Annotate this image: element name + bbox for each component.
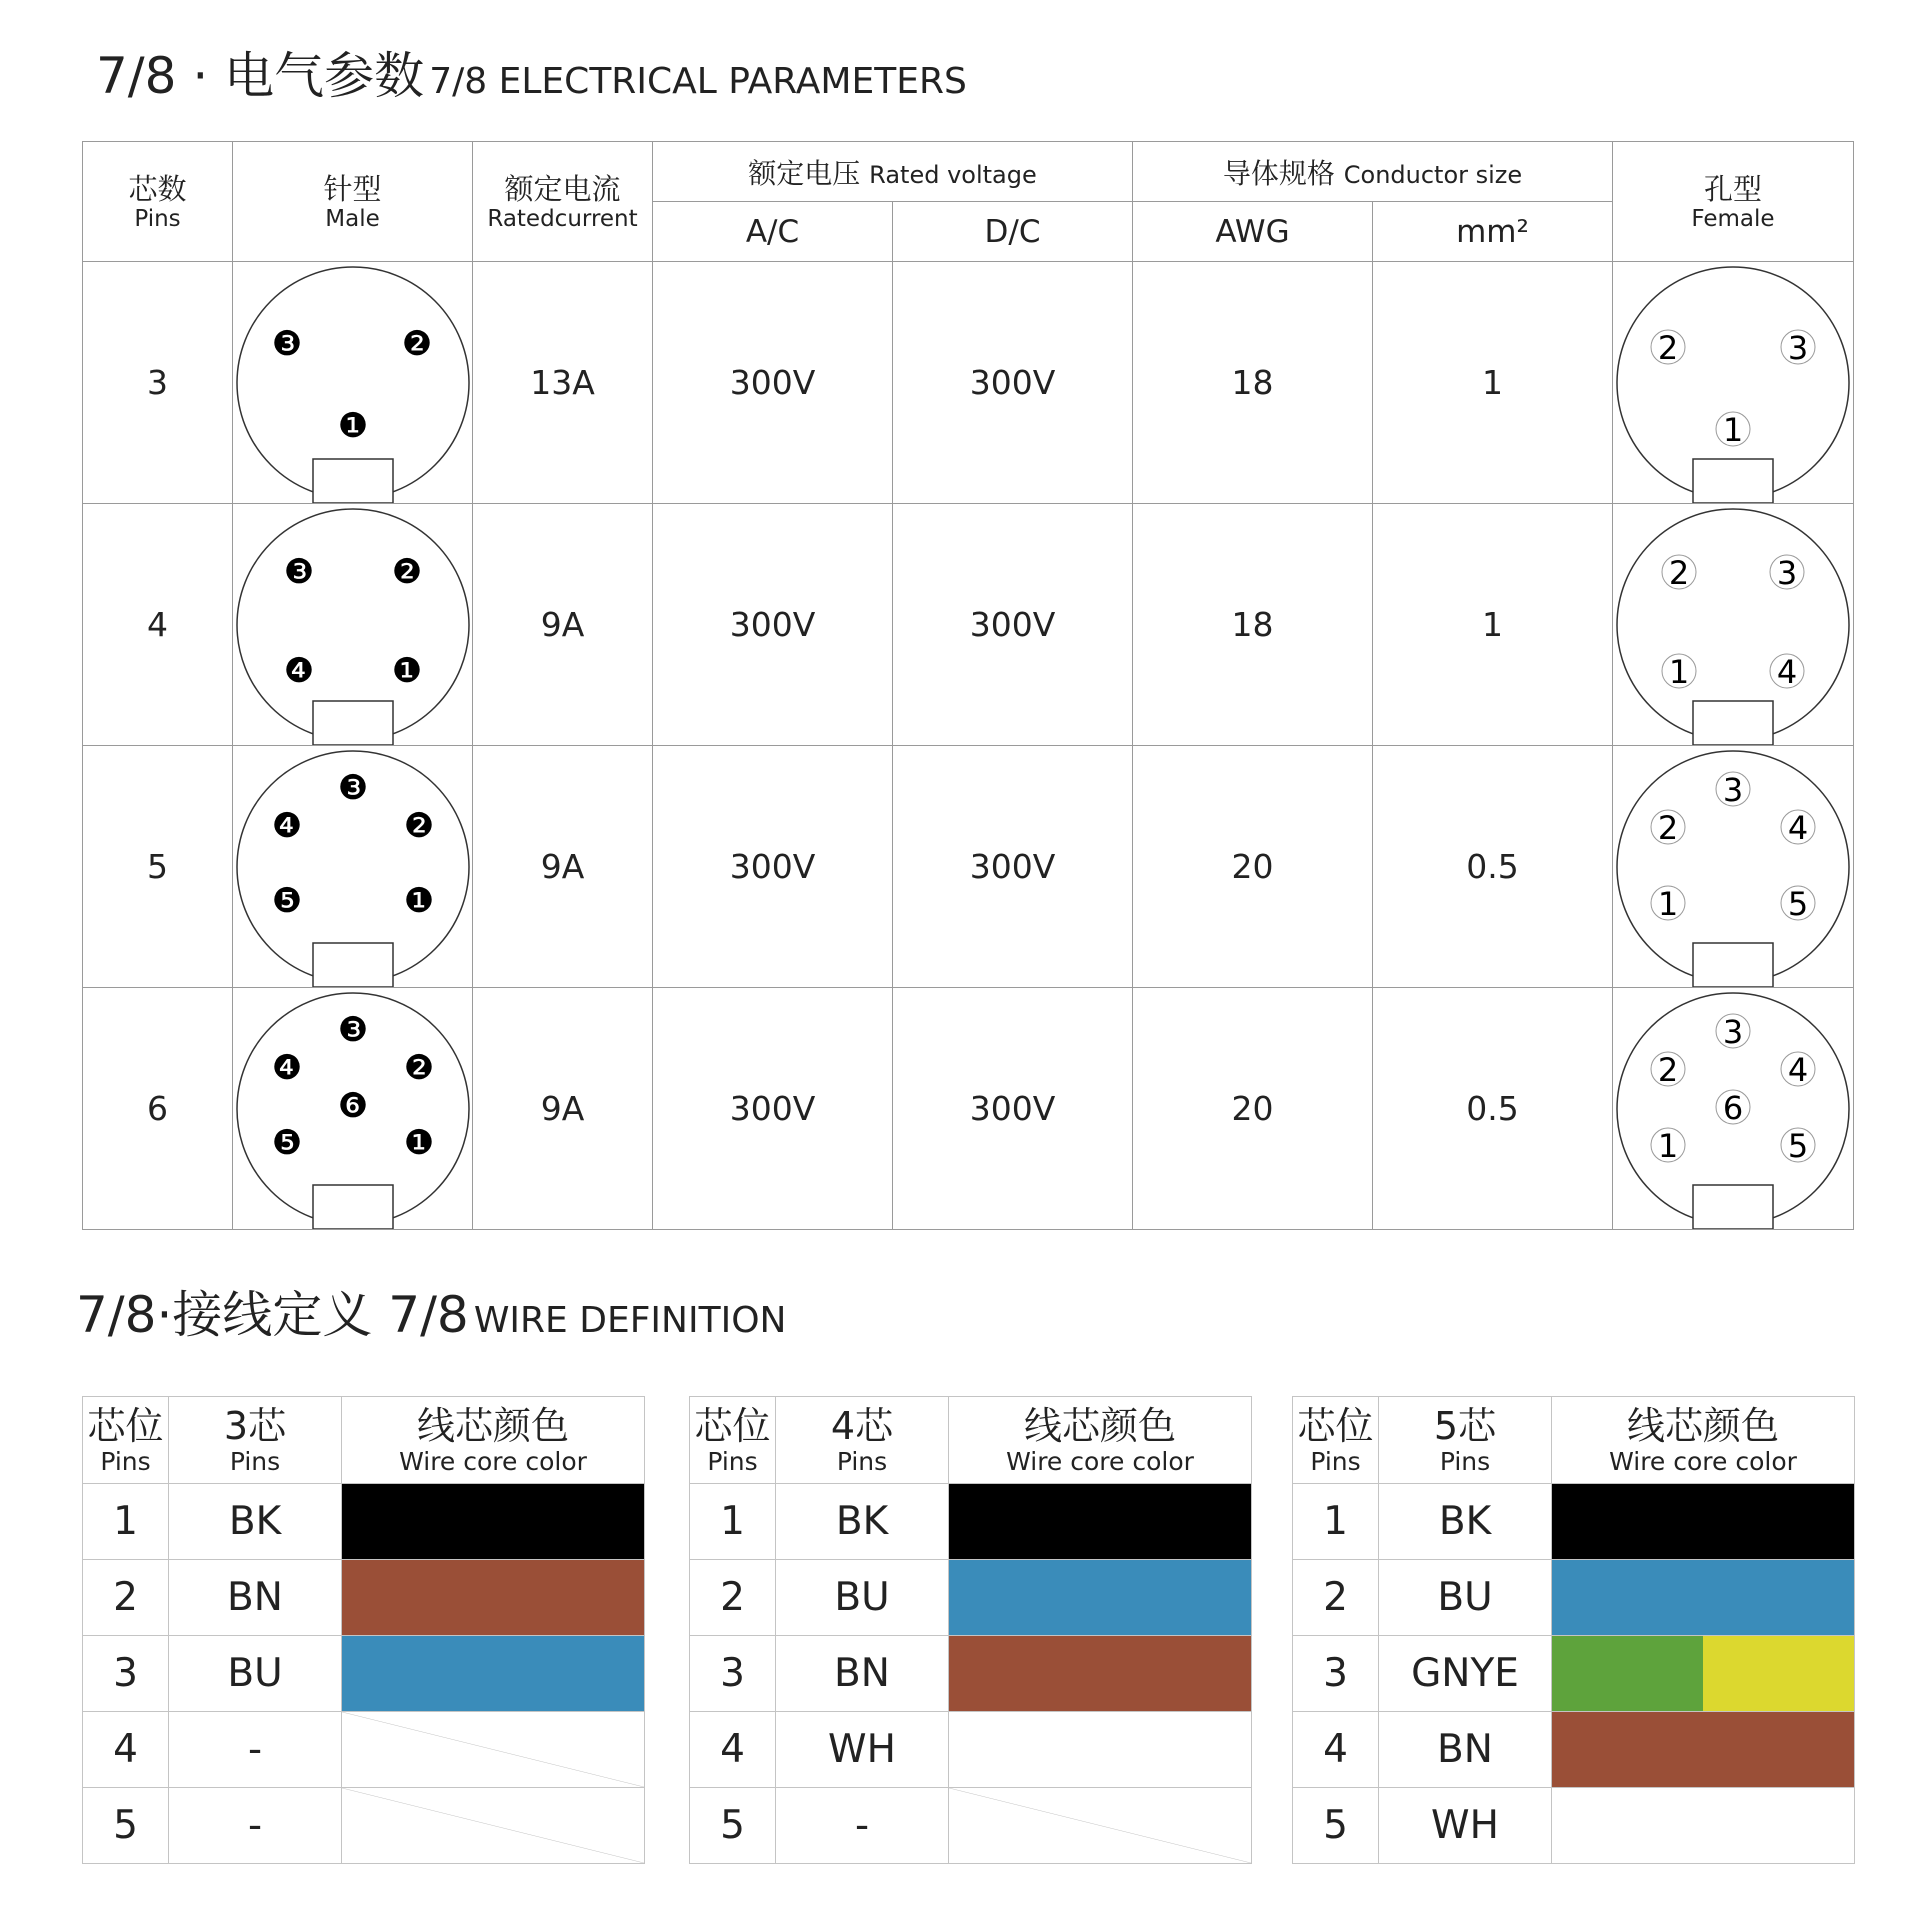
cell-rated-current: 9A <box>473 988 653 1230</box>
table-row <box>690 1636 1252 1712</box>
cell-color <box>949 1560 1252 1636</box>
table-row <box>83 746 1854 988</box>
table-row <box>1293 1636 1855 1712</box>
header-wire-color <box>949 1397 1252 1484</box>
male-pin-label: ❹ <box>271 805 303 846</box>
table-row <box>83 262 1854 504</box>
wire-definition-table-5pin <box>1292 1396 1855 1864</box>
cell-pin: 2 <box>690 1560 776 1636</box>
cell-rated-current: 9A <box>473 746 653 988</box>
section-title-wire-cn: 7/8·接线定义 7/8 <box>76 1286 469 1344</box>
table-row <box>83 1560 645 1636</box>
cell-color <box>342 1712 645 1788</box>
section-title-electrical-en: 7/8 ELECTRICAL PARAMETERS <box>429 61 967 102</box>
header-rated-current-cn: 额定电流 <box>504 171 621 206</box>
header-pin-position <box>690 1397 776 1484</box>
header-pins-cn: 芯数 <box>128 171 187 206</box>
female-connector-4pin-diagram <box>1613 505 1853 745</box>
header-cn: 线芯颜色 <box>1626 1404 1779 1448</box>
male-connector-4pin-diagram <box>233 505 473 745</box>
header-en: Pins <box>836 1447 888 1476</box>
header-en: Pins <box>229 1447 281 1476</box>
male-pin-label: ❸ <box>283 551 315 592</box>
cell-pin: 2 <box>83 1560 169 1636</box>
cell-color <box>1552 1788 1855 1864</box>
cell-mm2: 0.5 <box>1373 746 1613 988</box>
cell-pins: 5 <box>83 746 233 988</box>
header-cn: 5芯 <box>1433 1404 1497 1448</box>
cell-pin: 3 <box>1293 1636 1379 1712</box>
cell-pin: 5 <box>1293 1788 1379 1864</box>
header-wire-color <box>1552 1397 1855 1484</box>
table-row <box>690 1560 1252 1636</box>
cell-dc-voltage: 300V <box>893 262 1133 504</box>
color-swatch <box>1552 1636 1854 1711</box>
cell-color-code: GNYE <box>1379 1636 1552 1712</box>
header-female-cn: 孔型 <box>1703 171 1762 206</box>
cell-color <box>342 1560 645 1636</box>
cell-color-code: BK <box>776 1484 949 1560</box>
male-connector-6pin-diagram <box>233 989 473 1229</box>
cell-dc-voltage: 300V <box>893 988 1133 1230</box>
cell-pin: 2 <box>1293 1560 1379 1636</box>
header-rated-current-en: Ratedcurrent <box>487 205 638 232</box>
wire-definition-table-4pin <box>689 1396 1252 1864</box>
cell-color-code: BN <box>169 1560 342 1636</box>
header-wire-color <box>342 1397 645 1484</box>
header-ac: A/C <box>653 202 893 262</box>
table-row <box>690 1484 1252 1560</box>
cell-pin: 5 <box>83 1788 169 1864</box>
header-cn: 线芯颜色 <box>1023 1404 1176 1448</box>
header-en: Pins <box>1439 1447 1491 1476</box>
header-cn: 线芯颜色 <box>416 1404 569 1448</box>
cell-color-code: BK <box>169 1484 342 1560</box>
cell-color <box>1552 1560 1855 1636</box>
female-pin-label: 2 <box>1657 328 1679 367</box>
cell-color-code: - <box>169 1788 342 1864</box>
female-pin-label: 1 <box>1657 884 1679 923</box>
header-core-count <box>776 1397 949 1484</box>
header-rated-voltage <box>653 142 1133 202</box>
cell-pins: 3 <box>83 262 233 504</box>
cell-color <box>949 1636 1252 1712</box>
wire-table-header <box>1293 1397 1855 1484</box>
male-pin-label: ❶ <box>391 650 423 691</box>
header-mm2: mm² <box>1373 202 1613 262</box>
male-pin-label: ❸ <box>271 323 303 364</box>
wire-table-header <box>690 1397 1252 1484</box>
color-swatch <box>342 1484 644 1559</box>
female-pin-label: 3 <box>1776 553 1798 592</box>
header-rated-voltage-en: Rated voltage <box>869 160 1037 189</box>
male-pin-label: ❺ <box>271 1122 303 1163</box>
color-swatch <box>949 1636 1251 1711</box>
cell-ac-voltage: 300V <box>653 504 893 746</box>
male-pin-label: ❶ <box>403 880 435 921</box>
cell-color-code: WH <box>776 1712 949 1788</box>
female-pin-label: 4 <box>1787 1050 1809 1089</box>
table-row <box>690 1788 1252 1864</box>
color-swatch <box>342 1636 644 1711</box>
cell-color-code: - <box>169 1712 342 1788</box>
female-connector-6pin-diagram <box>1613 989 1853 1229</box>
male-pin-label: ❹ <box>271 1047 303 1088</box>
female-pin-label: 2 <box>1657 1050 1679 1089</box>
male-pin-label: ❸ <box>337 1009 369 1050</box>
section-title-electrical <box>96 36 967 108</box>
header-male-en: Male <box>325 205 380 232</box>
cell-rated-current: 9A <box>473 504 653 746</box>
header-rated-voltage-cn: 额定电压 <box>748 156 861 190</box>
female-pin-label: 3 <box>1722 1012 1744 1051</box>
female-diagram-cell <box>1613 504 1854 746</box>
cell-awg: 18 <box>1133 504 1373 746</box>
male-diagram-cell <box>233 262 473 504</box>
female-diagram-cell <box>1613 746 1854 988</box>
color-swatch-part <box>1552 1636 1703 1711</box>
empty-slash <box>342 1712 644 1787</box>
female-pin-label: 1 <box>1722 410 1744 449</box>
header-conductor-size-en: Conductor size <box>1343 160 1523 189</box>
color-swatch <box>1552 1560 1854 1635</box>
section-title-electrical-cn: 7/8 · 电气参数 <box>96 47 425 105</box>
male-pin-label: ❶ <box>403 1122 435 1163</box>
female-pin-label: 2 <box>1668 553 1690 592</box>
female-pin-label: 6 <box>1722 1088 1744 1127</box>
cell-pins: 4 <box>83 504 233 746</box>
female-pin-label: 3 <box>1787 328 1809 367</box>
header-pin-position <box>1293 1397 1379 1484</box>
header-cn: 4芯 <box>830 1404 894 1448</box>
header-en: Pins <box>1310 1447 1361 1476</box>
cell-awg: 18 <box>1133 262 1373 504</box>
empty-slash <box>949 1788 1251 1863</box>
female-connector-5pin-diagram <box>1613 747 1853 987</box>
male-pin-label: ❻ <box>337 1085 369 1126</box>
cell-color <box>949 1484 1252 1560</box>
header-cn: 芯位 <box>1297 1404 1374 1448</box>
cell-mm2: 1 <box>1373 504 1613 746</box>
cell-color-code: BN <box>1379 1712 1552 1788</box>
female-pin-label: 2 <box>1657 808 1679 847</box>
cell-pin: 4 <box>1293 1712 1379 1788</box>
cell-pin: 4 <box>83 1712 169 1788</box>
male-diagram-cell <box>233 746 473 988</box>
cell-color-code: - <box>776 1788 949 1864</box>
male-diagram-cell <box>233 988 473 1230</box>
table-row <box>83 1636 645 1712</box>
table-row <box>83 988 1854 1230</box>
cell-color <box>949 1788 1252 1864</box>
table-row <box>1293 1560 1855 1636</box>
cell-pin: 3 <box>690 1636 776 1712</box>
cell-dc-voltage: 300V <box>893 504 1133 746</box>
table-row <box>1293 1484 1855 1560</box>
female-pin-label: 4 <box>1776 652 1798 691</box>
cell-pins: 6 <box>83 988 233 1230</box>
cell-awg: 20 <box>1133 746 1373 988</box>
female-pin-label: 1 <box>1657 1126 1679 1165</box>
color-swatch <box>1552 1712 1854 1787</box>
male-pin-label: ❷ <box>403 805 435 846</box>
color-swatch <box>1552 1788 1854 1863</box>
male-diagram-cell <box>233 504 473 746</box>
header-awg: AWG <box>1133 202 1373 262</box>
header-rated-current <box>473 142 653 262</box>
color-swatch <box>949 1484 1251 1559</box>
cell-ac-voltage: 300V <box>653 262 893 504</box>
cell-ac-voltage: 300V <box>653 988 893 1230</box>
header-en: Pins <box>707 1447 758 1476</box>
female-pin-label: 4 <box>1787 808 1809 847</box>
female-diagram-cell <box>1613 988 1854 1230</box>
header-en: Pins <box>100 1447 151 1476</box>
male-pin-label: ❺ <box>271 880 303 921</box>
table-row <box>83 1712 645 1788</box>
table-row <box>690 1712 1252 1788</box>
cell-pin: 1 <box>690 1484 776 1560</box>
color-swatch <box>949 1712 1251 1787</box>
male-pin-label: ❷ <box>391 551 423 592</box>
table-row <box>1293 1788 1855 1864</box>
header-cn: 芯位 <box>87 1404 164 1448</box>
cell-pin: 3 <box>83 1636 169 1712</box>
header-pins-en: Pins <box>134 205 181 232</box>
header-cn: 芯位 <box>694 1404 771 1448</box>
cell-color-code: BU <box>1379 1560 1552 1636</box>
section-title-wire-definition <box>76 1275 786 1347</box>
table-row <box>83 504 1854 746</box>
male-pin-label: ❹ <box>283 650 315 691</box>
color-swatch-part <box>1703 1636 1854 1711</box>
color-swatch <box>949 1560 1251 1635</box>
cell-color <box>1552 1484 1855 1560</box>
header-female-en: Female <box>1691 205 1775 232</box>
female-diagram-cell <box>1613 262 1854 504</box>
male-pin-label: ❷ <box>403 1047 435 1088</box>
cell-pin: 1 <box>1293 1484 1379 1560</box>
female-connector-3pin-diagram <box>1613 263 1853 503</box>
cell-color-code: BU <box>169 1636 342 1712</box>
cell-color <box>949 1712 1252 1788</box>
header-en: Wire core color <box>1609 1447 1797 1476</box>
cell-dc-voltage: 300V <box>893 746 1133 988</box>
header-pins <box>83 142 233 262</box>
wire-table-header <box>83 1397 645 1484</box>
header-en: Wire core color <box>399 1447 587 1476</box>
cell-pin: 5 <box>690 1788 776 1864</box>
cell-color-code: BN <box>776 1636 949 1712</box>
table-row <box>83 1788 645 1864</box>
section-title-wire-en: WIRE DEFINITION <box>473 1300 787 1341</box>
header-core-count <box>169 1397 342 1484</box>
header-core-count <box>1379 1397 1552 1484</box>
female-pin-label: 1 <box>1668 652 1690 691</box>
header-male <box>233 142 473 262</box>
header-cn: 3芯 <box>223 1404 287 1448</box>
cell-mm2: 1 <box>1373 262 1613 504</box>
female-pin-label: 5 <box>1787 1126 1809 1165</box>
male-pin-label: ❷ <box>401 323 433 364</box>
cell-ac-voltage: 300V <box>653 746 893 988</box>
female-pin-label: 5 <box>1787 884 1809 923</box>
cell-color <box>342 1636 645 1712</box>
header-conductor-size <box>1133 142 1613 202</box>
cell-rated-current: 13A <box>473 262 653 504</box>
cell-color-code: BK <box>1379 1484 1552 1560</box>
cell-awg: 20 <box>1133 988 1373 1230</box>
male-connector-5pin-diagram <box>233 747 473 987</box>
header-pin-position <box>83 1397 169 1484</box>
male-pin-label: ❶ <box>337 405 369 446</box>
cell-color <box>1552 1712 1855 1788</box>
header-dc: D/C <box>893 202 1133 262</box>
wire-definition-table-3pin <box>82 1396 645 1864</box>
empty-slash <box>342 1788 644 1863</box>
cell-color <box>1552 1636 1855 1712</box>
cell-pin: 4 <box>690 1712 776 1788</box>
male-pin-label: ❸ <box>337 767 369 808</box>
cell-color-code: WH <box>1379 1788 1552 1864</box>
female-pin-label: 3 <box>1722 770 1744 809</box>
cell-color <box>342 1788 645 1864</box>
table-row <box>83 1484 645 1560</box>
electrical-parameters-table <box>82 141 1854 1230</box>
cell-color-code: BU <box>776 1560 949 1636</box>
table-row <box>1293 1712 1855 1788</box>
header-female <box>1613 142 1854 262</box>
male-connector-3pin-diagram <box>233 263 473 503</box>
header-male-cn: 针型 <box>323 171 382 206</box>
header-en: Wire core color <box>1006 1447 1194 1476</box>
cell-mm2: 0.5 <box>1373 988 1613 1230</box>
cell-pin: 1 <box>83 1484 169 1560</box>
header-conductor-size-cn: 导体规格 <box>1222 156 1335 190</box>
color-swatch <box>342 1560 644 1635</box>
cell-color <box>342 1484 645 1560</box>
color-swatch <box>1552 1484 1854 1559</box>
